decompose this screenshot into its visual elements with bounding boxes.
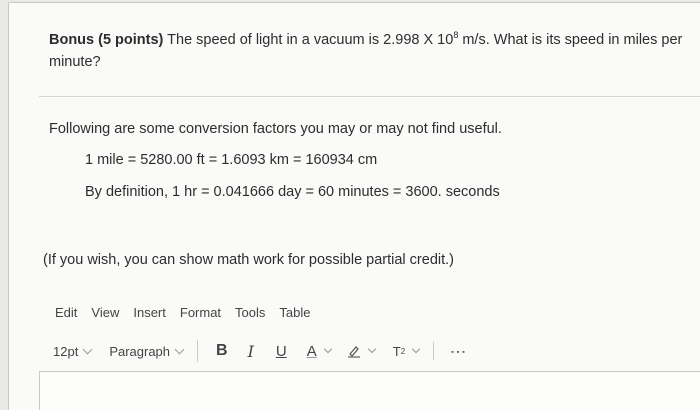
font-size-value: 12pt	[53, 343, 79, 359]
question-body-end: m/s. What is its speed in miles per minute?	[49, 32, 683, 70]
chevron-down-icon	[175, 344, 185, 354]
underline-button[interactable]: U	[275, 342, 287, 360]
menu-tools[interactable]: Tools	[235, 305, 266, 320]
block-format-value: Paragraph	[109, 343, 171, 359]
conversion-factor-time: By definition, 1 hr = 0.041666 day = 60 minutes = 3600. seconds	[85, 184, 500, 200]
divider	[39, 96, 700, 97]
menu-view[interactable]: View	[91, 305, 120, 320]
exponent: 8	[453, 30, 459, 40]
toolbar-separator	[433, 342, 434, 360]
conversion-intro: Following are some conversion factors you may or may not find useful.	[49, 121, 502, 137]
toolbar-separator	[197, 340, 198, 362]
answer-editor[interactable]	[39, 371, 700, 410]
conversion-factor-distance: 1 mile = 5280.00 ft = 1.6093 km = 160934 cm	[85, 152, 378, 168]
superscript-mark: 2	[400, 346, 406, 356]
text-color-button[interactable]: A	[306, 342, 317, 360]
chevron-down-icon[interactable]	[324, 345, 332, 353]
italic-button[interactable]: I	[247, 341, 254, 361]
question-text	[49, 29, 689, 73]
partial-credit-note: (If you wish, you can show math work for possible partial credit.)	[43, 252, 454, 268]
pen-highlight-icon	[347, 344, 361, 358]
superscript-button[interactable]	[393, 344, 405, 359]
menu-format[interactable]: Format	[179, 305, 222, 320]
block-format-select[interactable]	[109, 344, 183, 359]
more-vertical-icon[interactable]: ⋮	[449, 343, 467, 359]
bold-button[interactable]: B	[216, 342, 228, 359]
chevron-down-icon[interactable]	[412, 345, 420, 353]
menu-edit[interactable]: Edit	[55, 305, 78, 320]
highlight-color-button[interactable]	[347, 344, 361, 358]
editor-menubar	[55, 305, 310, 320]
menu-insert[interactable]: Insert	[133, 305, 166, 320]
menu-table[interactable]: Table	[279, 305, 311, 320]
chevron-down-icon[interactable]	[368, 345, 376, 353]
editor-toolbar	[53, 339, 467, 363]
superscript-base: T	[392, 343, 401, 359]
chevron-down-icon	[83, 344, 93, 354]
question-card	[8, 2, 700, 410]
bonus-label: Bonus (5 points)	[49, 32, 164, 48]
question-body: The speed of light in a vacuum is 2.998 X 10	[163, 32, 454, 48]
font-size-select[interactable]	[53, 344, 91, 359]
